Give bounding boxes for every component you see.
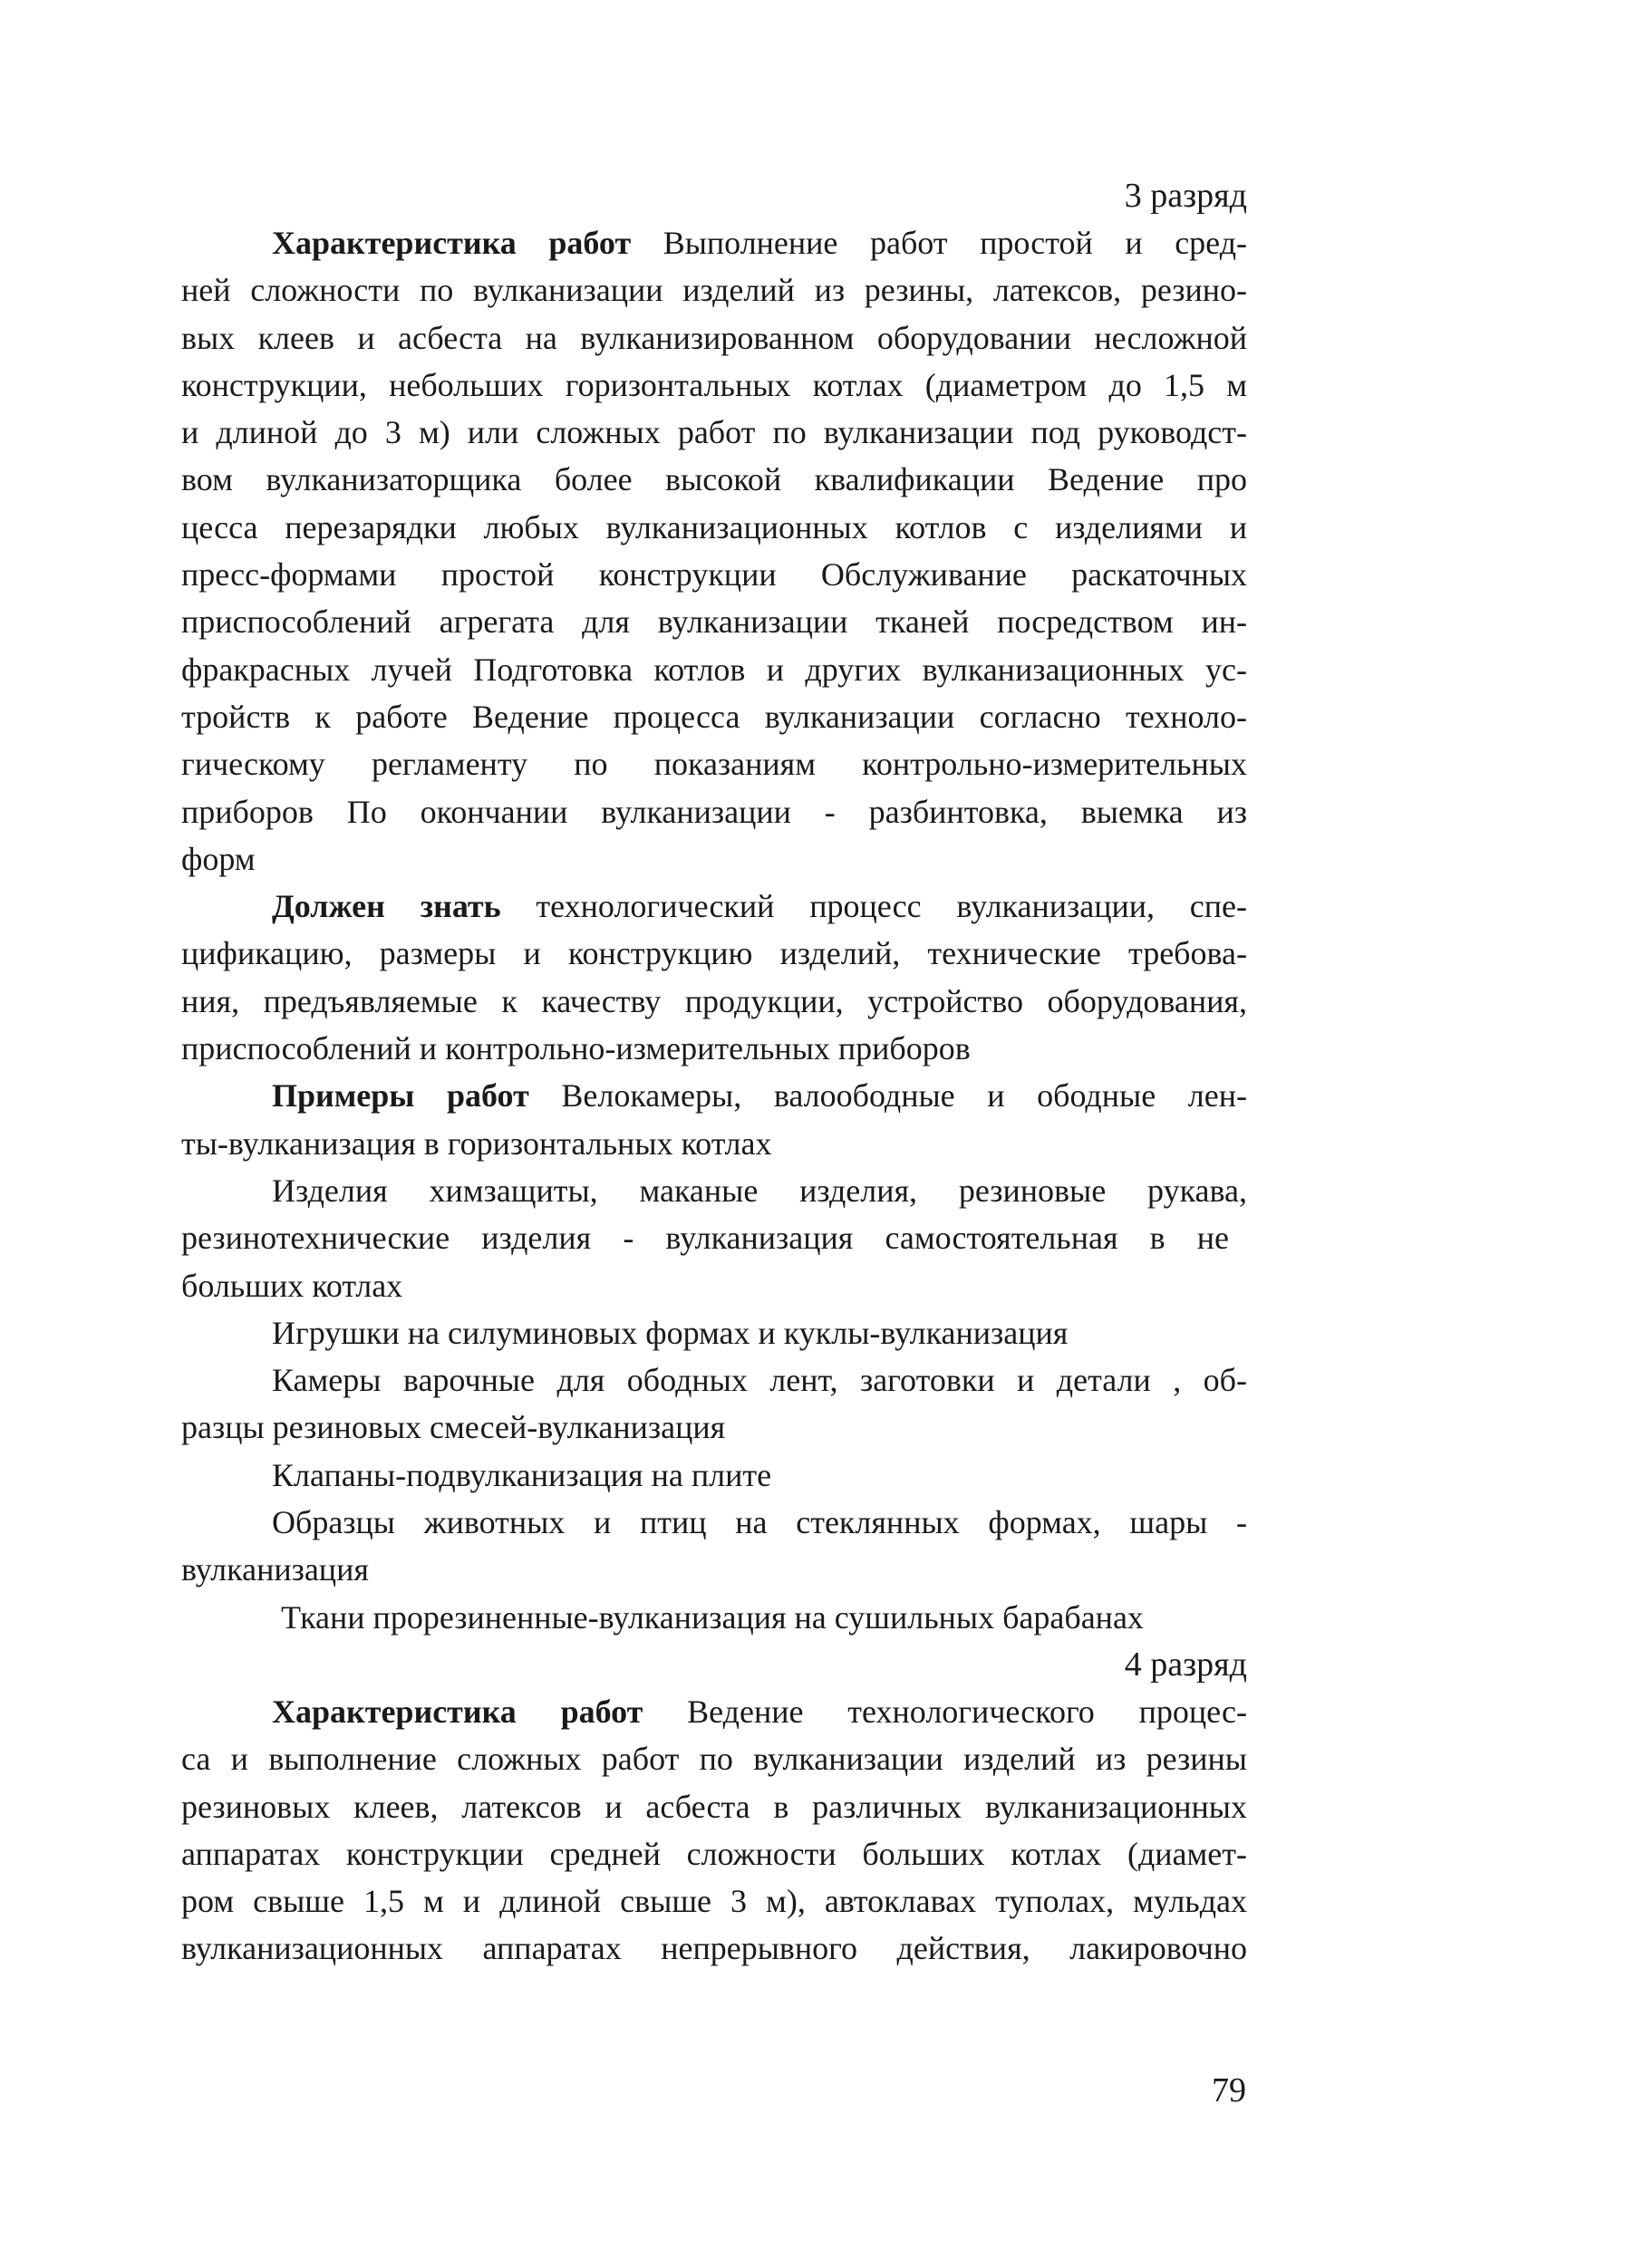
text-line: цификацию, размеры и конструкцию изделий, технические требова- [181, 935, 1247, 972]
grade-3-work-examples [181, 1072, 1247, 1641]
text-line: цесса перезарядки любых вулканизационных котлов с изделиями и [181, 508, 1247, 545]
section-term: Характеристика работ [272, 225, 632, 261]
text-column [181, 172, 1247, 1973]
example-line: вулканизация [181, 1551, 369, 1588]
example-line: Камеры варочные для ободных лент, заготовки и детали , об- [272, 1362, 1247, 1399]
text-line: и длиной до 3 м) или сложных работ по вулканизации под руководст- [181, 414, 1247, 451]
text-line: ней сложности по вулканизации изделий из резины, латексов, резино- [181, 272, 1247, 309]
section-term: Примеры работ [272, 1077, 529, 1115]
grade-4-heading: 4 разряд [1124, 1645, 1247, 1684]
text-line: приспособлений и контрольно-измерительных приборов [181, 1030, 971, 1067]
page-number: 79 [1212, 2071, 1246, 2109]
text-line: фракрасных лучей Подготовка котлов и других вулканизационных ус- [181, 651, 1247, 688]
section-term: Характеристика работ [272, 1693, 643, 1730]
text-line: пресс-формами простой конструкции Обслуживание раскаточных [181, 556, 1247, 594]
text-line: форм [181, 840, 256, 877]
text-line: са и выполнение сложных работ по вулканизации изделий из резины [181, 1741, 1247, 1778]
text-line: ты-вулканизация в горизонтальных котлах [181, 1124, 772, 1162]
text-line: ром свыше 1,5 м и длиной свыше 3 м), автоклавах туполах, мульдах [181, 1883, 1247, 1920]
text-line: гическому регламенту по показаниям контрольно-измерительных [181, 746, 1247, 783]
text-line: приспособлений агрегата для вулканизации тканей посредством ин- [181, 603, 1247, 641]
text-line: приборов По окончании вулканизации - разбинтовка, выемка из [181, 793, 1247, 830]
text-line: ния, предъявляемые к качеству продукции, устройство оборудования, [181, 982, 1247, 1019]
text-line: конструкции, небольших горизонтальных котлах (диаметром до 1,5 м [181, 366, 1247, 403]
text-line: Должен знать технологический процесс вулканизации, спе- [272, 888, 1247, 925]
example-line: разцы резиновых смесей-вулканизация [181, 1409, 726, 1446]
example-line: резинотехнические изделия - вулканизация самостоятельная в не [181, 1220, 1229, 1257]
text-line: вых клеев и асбеста на вулканизированном оборудовании несложной [181, 319, 1247, 356]
text-line: Характеристика работ Ведение технологического процес- [272, 1693, 1247, 1730]
example-line: больших котлах [181, 1267, 403, 1304]
grade-3-work-description [181, 219, 1247, 883]
text-line: Примеры работ Велокамеры, валоободные и ободные лен- [272, 1077, 1247, 1115]
text-line: аппаратах конструкции средней сложности больших котлах (диамет- [181, 1835, 1247, 1872]
text-line: вом вулканизаторщика более высокой квалификации Ведение про [181, 461, 1247, 498]
grade-3-heading: 3 разряд [1124, 177, 1247, 215]
section-term: Должен знать [272, 888, 501, 925]
text-line: вулканизационных аппаратах непрерывного действия, лакировочно [181, 1930, 1247, 1967]
grade-4-work-description [181, 1688, 1247, 1973]
example-line: Игрушки на силуминовых формах и куклы-вулканизация [272, 1314, 1069, 1351]
grade-3-required-knowledge [181, 883, 1247, 1072]
example-line: Изделия химзащиты, маканые изделия, резиновые рукава, [272, 1172, 1247, 1209]
example-line: Клапаны-подвулканизация на плите [272, 1456, 772, 1493]
text-line: резиновых клеев, латексов и асбеста в различных вулканизационных [181, 1788, 1247, 1825]
text-line: Характеристика работ Выполнение работ простой и сред- [272, 225, 1247, 261]
example-line: Образцы животных и птиц на стеклянных формах, шары - [272, 1504, 1247, 1541]
example-line: Ткани прорезиненные-вулканизация на сушильных барабанах [281, 1598, 1144, 1636]
text-line: тройств к работе Ведение процесса вулканизации согласно техноло- [181, 698, 1247, 735]
